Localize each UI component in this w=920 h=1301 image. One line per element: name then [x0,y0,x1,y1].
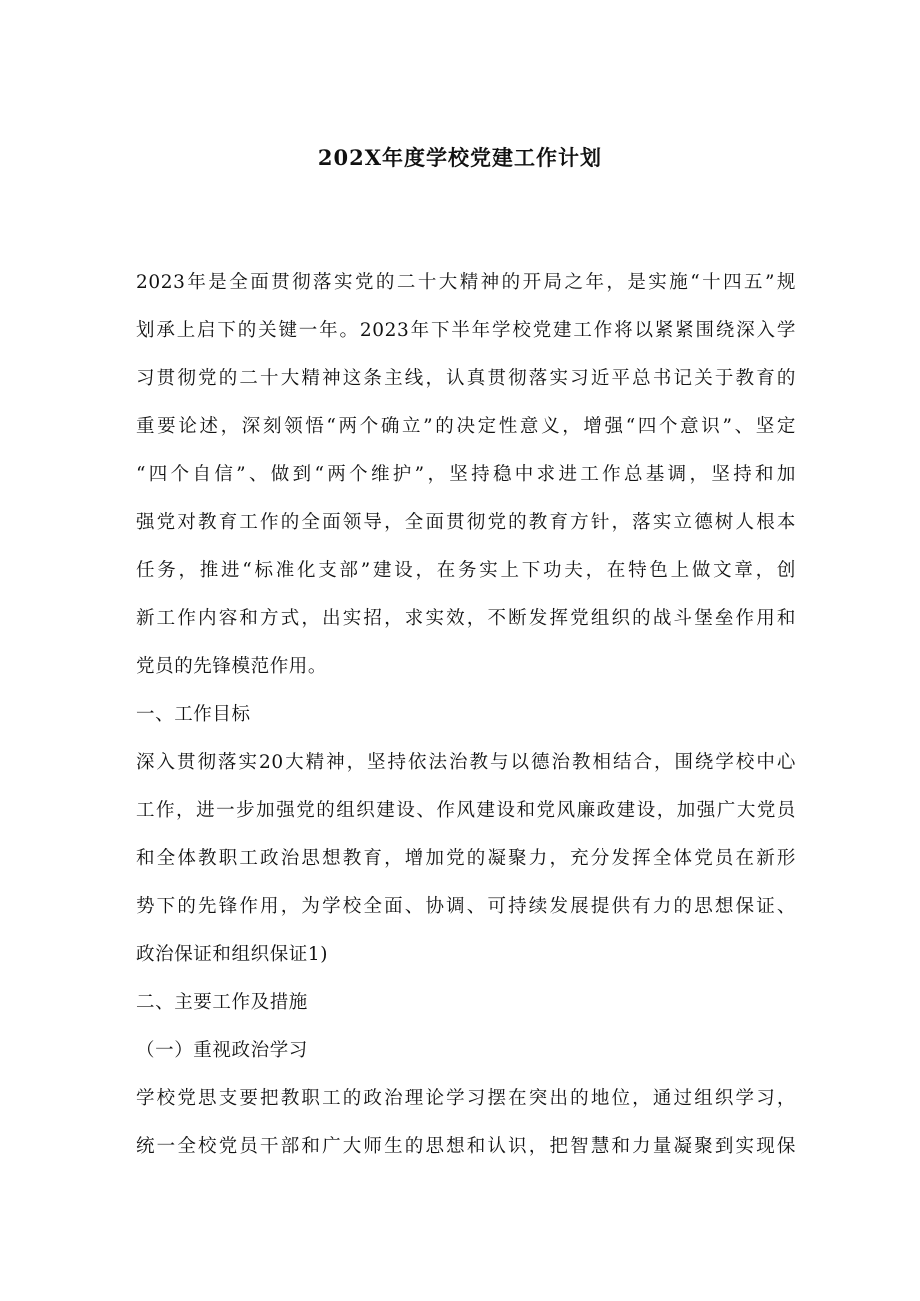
paragraph-line: 政治保证和组织保证1) [136,944,329,965]
paragraph-line: 党员的先锋模范作用。 [136,656,328,677]
paragraph-line: 强党对教育工作的全面领导，全面贯彻党的教育方针，落实立德树人根本 [136,512,796,533]
paragraph-line: 新工作内容和方式，出实招，求实效，不断发挥党组织的战斗堡垒作用和 [136,608,796,629]
section-heading: 一、工作目标 [136,704,251,725]
document-title: 202X年度学校党建工作计划 [317,145,603,170]
paragraph-line: 重要论述，深刻领悟“两个确立”的决定性意义，增强“四个意识”、坚定 [136,416,796,437]
paragraph-line: 统一全校党员干部和广大师生的思想和认识，把智慧和力量凝聚到实现保 [136,1136,796,1157]
paragraph-line: 习贯彻党的二十大精神这条主线，认真贯彻落实习近平总书记关于教育的 [136,368,796,389]
paragraph-line: 和全体教职工政治思想教育，增加党的凝聚力，充分发挥全体党员在新形 [136,848,796,869]
paragraph-line: 工作，进一步加强党的组织建设、作风建设和党风廉政建设，加强广大党员 [136,800,796,821]
paragraph-line: 学校党思支要把教职工的政治理论学习摆在突出的地位，通过组织学习， [136,1088,796,1109]
paragraph-line: 2023年是全面贯彻落实党的二十大精神的开局之年，是实施“十四五”规 [136,272,796,293]
paragraph-line: 任务，推进“标准化支部”建设，在务实上下功夫，在特色上做文章，创 [136,560,796,581]
paragraph-line: 深入贯彻落实20大精神，坚持依法治教与以德治教相结合，围绕学校中心 [136,752,796,773]
paragraph-line: 划承上启下的关键一年。2023年下半年学校党建工作将以紧紧围绕深入学 [136,320,796,341]
paragraph-line: 势下的先锋作用，为学校全面、协调、可持续发展提供有力的思想保证、 [136,896,796,917]
subsection-heading: （一）重视政治学习 [136,1040,308,1061]
section-heading: 二、主要工作及措施 [136,992,308,1013]
paragraph-line: “四个自信”、做到“两个维护”，坚持稳中求进工作总基调，坚持和加 [136,464,796,485]
